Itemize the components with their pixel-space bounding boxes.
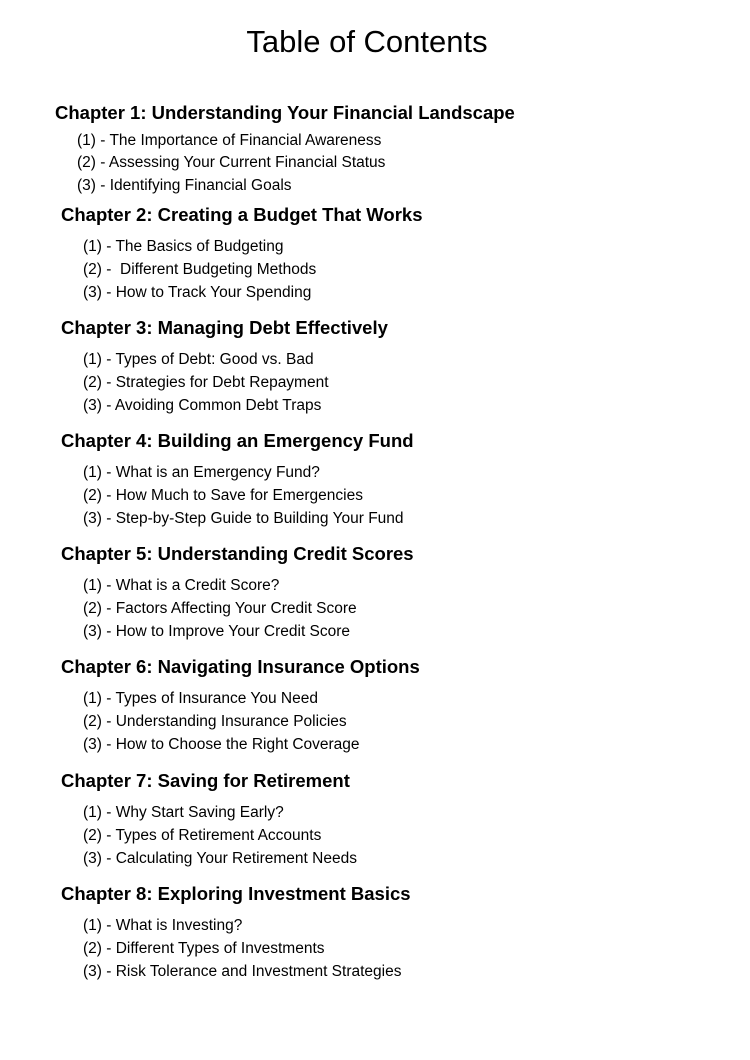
chapter-heading: Chapter 7: Saving for Retirement <box>61 770 350 791</box>
chapter-heading: Chapter 8: Exploring Investment Basics <box>61 883 411 904</box>
section-entry: (2) - Types of Retirement Accounts <box>83 827 322 844</box>
section-entry: (2) - Different Budgeting Methods <box>83 261 317 278</box>
chapter-heading: Chapter 6: Navigating Insurance Options <box>61 656 420 677</box>
section-entry: (1) - What is Investing? <box>83 917 243 934</box>
chapter-heading: Chapter 3: Managing Debt Effectively <box>61 317 388 338</box>
section-entry: (3) - Identifying Financial Goals <box>77 177 292 194</box>
section-entry: (2) - Understanding Insurance Policies <box>83 713 347 730</box>
section-entry: (1) - The Basics of Budgeting <box>83 238 284 255</box>
section-entry: (2) - Strategies for Debt Repayment <box>83 374 329 391</box>
section-entry: (1) - Types of Insurance You Need <box>83 690 318 707</box>
section-entry: (1) - Types of Debt: Good vs. Bad <box>83 351 314 368</box>
chapter-heading: Chapter 2: Creating a Budget That Works <box>61 204 423 225</box>
section-entry: (3) - How to Track Your Spending <box>83 284 312 301</box>
section-entry: (2) - Factors Affecting Your Credit Score <box>83 600 357 617</box>
section-entry: (1) - Why Start Saving Early? <box>83 804 284 821</box>
chapter-heading: Chapter 1: Understanding Your Financial Landscape <box>55 102 515 123</box>
section-entry: (1) - What is an Emergency Fund? <box>83 464 320 481</box>
section-entry: (2) - Different Types of Investments <box>83 940 325 957</box>
section-entry: (2) - Assessing Your Current Financial Status <box>77 154 386 171</box>
chapter-heading: Chapter 5: Understanding Credit Scores <box>61 543 414 564</box>
chapter-heading: Chapter 4: Building an Emergency Fund <box>61 430 414 451</box>
section-entry: (3) - Step-by-Step Guide to Building Your Fund <box>83 510 404 527</box>
section-entry: (3) - Risk Tolerance and Investment Strategies <box>83 963 402 980</box>
section-entry: (3) - Calculating Your Retirement Needs <box>83 850 357 867</box>
section-entry: (1) - What is a Credit Score? <box>83 577 280 594</box>
section-entry: (2) - How Much to Save for Emergencies <box>83 487 363 504</box>
section-entry: (3) - How to Choose the Right Coverage <box>83 736 360 753</box>
page-title: Table of Contents <box>246 24 488 59</box>
section-entry: (3) - Avoiding Common Debt Traps <box>83 397 322 414</box>
section-entry: (3) - How to Improve Your Credit Score <box>83 623 351 640</box>
section-entry: (1) - The Importance of Financial Awareness <box>77 132 382 149</box>
